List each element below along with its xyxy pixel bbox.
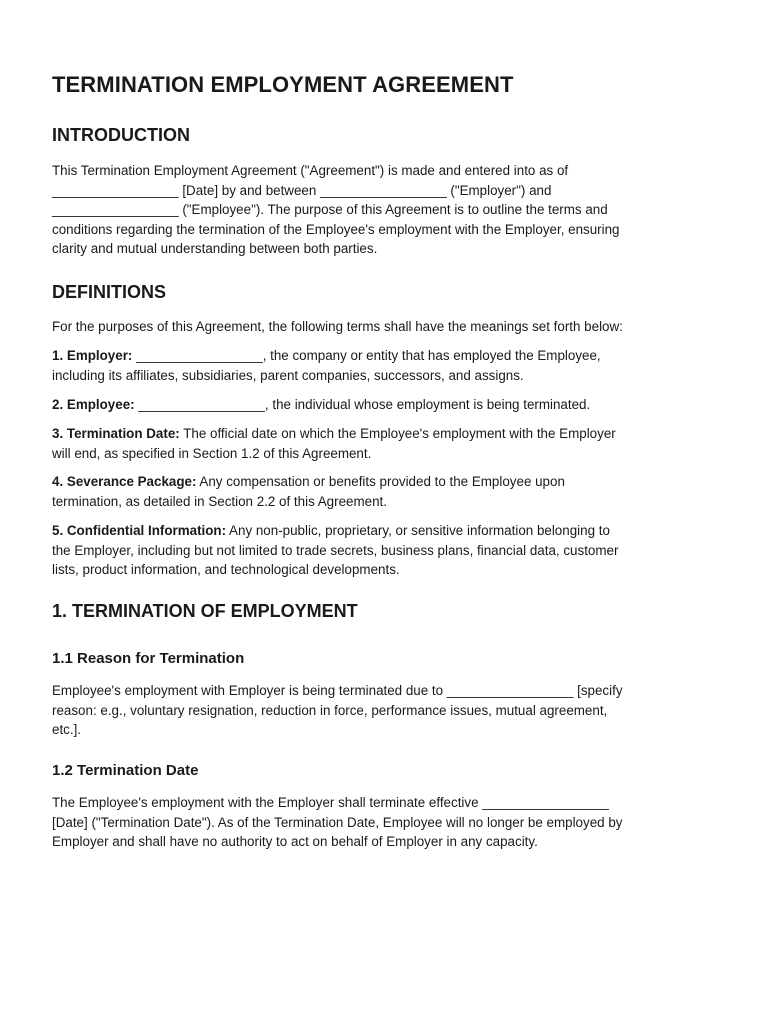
introduction-paragraph (52, 161, 718, 259)
intro-line: conditions regarding the termination of the Employee's employment with the Employer, ensuring (52, 221, 620, 237)
definition-text: will end, as specified in Section 1.2 of this Agreement. (52, 445, 372, 461)
definition-text: Any compensation or benefits provided to the Employee upon (196, 474, 565, 489)
intro-line: _________________ [Date] by and between _________________ ("Employer") and (52, 182, 552, 198)
section-line: [Date] ("Termination Date"). As of the Termination Date, Employee will no longer be employed by (52, 814, 623, 830)
section-1-1-heading: 1.1 Reason for Termination (52, 650, 245, 667)
intro-line: This Termination Employment Agreement ("Agreement") is made and entered into as of (52, 163, 569, 178)
section-line: The Employee's employment with the Employer shall terminate effective _________________ (52, 795, 609, 810)
definition-severance-package (52, 472, 718, 511)
definition-term: 1. Employer: (52, 348, 133, 363)
definition-term: 3. Termination Date: (52, 426, 180, 441)
definition-text: termination, as detailed in Section 2.2 of this Agreement. (52, 493, 387, 509)
definition-employee (52, 395, 718, 415)
definition-text: _________________, the individual whose employment is being terminated. (134, 397, 591, 412)
section-1-2-paragraph (52, 793, 718, 852)
section-1-2-heading: 1.2 Termination Date (52, 762, 199, 779)
definition-confidential-information (52, 521, 718, 580)
definition-term: 4. Severance Package: (52, 474, 197, 489)
definition-termination-date (52, 424, 718, 463)
introduction-heading: INTRODUCTION (52, 125, 190, 145)
intro-line: clarity and mutual understanding between both parties. (52, 241, 378, 257)
section-1-heading: 1. TERMINATION OF EMPLOYMENT (52, 601, 358, 621)
definition-employer (52, 346, 718, 385)
definitions-heading: DEFINITIONS (52, 282, 167, 302)
definition-text: including its affiliates, subsidiaries, parent companies, successors, and assigns. (52, 367, 524, 383)
definition-text: Any non-public, proprietary, or sensitive information belonging to (226, 523, 610, 538)
definition-text: The official date on which the Employee's employment with the Employer (179, 426, 616, 441)
definitions-lead: For the purposes of this Agreement, the following terms shall have the meanings set forth below: (52, 319, 623, 334)
section-line: etc.]. (52, 722, 82, 738)
definition-text: the Employer, including but not limited to trade secrets, business plans, financial data, customer (52, 542, 619, 558)
definition-text: _________________, the company or entity that has employed the Employee, (132, 348, 601, 363)
intro-line: _________________ ("Employee"). The purpose of this Agreement is to outline the terms and (52, 202, 608, 218)
definition-text: lists, product information, and technological developments. (52, 562, 400, 578)
section-line: Employer and shall have no authority to act on behalf of Employer in any capacity. (52, 834, 538, 850)
section-1-1-paragraph (52, 681, 718, 740)
definition-term: 5. Confidential Information: (52, 523, 227, 538)
section-line: reason: e.g., voluntary resignation, reduction in force, performance issues, mutual agreement, (52, 702, 608, 718)
definition-term: 2. Employee: (52, 397, 135, 412)
document-title: TERMINATION EMPLOYMENT AGREEMENT (52, 72, 514, 97)
section-line: Employee's employment with Employer is being terminated due to _________________ [specify (52, 683, 623, 698)
